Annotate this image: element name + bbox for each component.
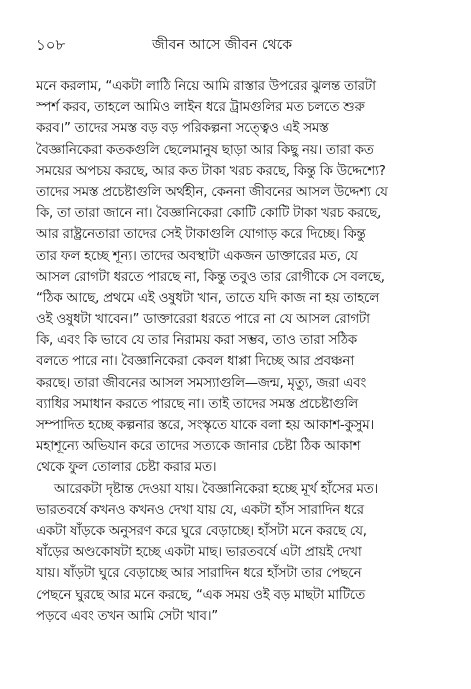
- page-header: [36, 34, 441, 56]
- text-line: ভারতবর্ষে কখনও কখনও দেখা যায় যে, একটা হাঁস সারাদিন ধরে: [36, 502, 364, 518]
- text-line: আর রাষ্ট্রনেতারা তাদের সেই টাকাগুলি যোগাড় করে দিচ্ছে। কিন্তু: [36, 227, 366, 243]
- text-line: স্পর্শ করব, তাহলে আমিও লাইন ধরে ট্রামগুলির মত চলতে শুরু: [36, 100, 365, 116]
- text-line: কি, এবং কি ভাবে যে তার নিরাময় করা সম্ভব, তাও তারা সঠিক: [36, 333, 357, 349]
- text-line: সম্পাদিত হচ্ছে কল্পনার স্তরে, সংস্কৃতে যাকে বলা হয় আকাশ-কুসুম।: [36, 418, 374, 433]
- text-line: ওই ওষুধটা খাবেন।” ডাক্তারেরা ধরতে পারে না যে আসল রোগটা: [36, 312, 370, 328]
- text-line: পড়বে এবং তখন আমি সেটা খাব।”: [36, 608, 218, 624]
- text-line: করছে। তারা জীবনের আসল সমস্যাগুলি—জন্ম, মৃত্যু, জরা এবং: [36, 375, 367, 391]
- text-line: পেছনে ঘুরছে আর মনে করছে, “এক সময় ওই বড় মাছটা মাটিতে: [36, 587, 365, 603]
- text-line: সময়ের অপচয় করছে, আর কত টাকা খরচ করছে, কিন্তু কি উদ্দেশ্যে?: [36, 163, 386, 179]
- text-line: করব।” তাদের সমস্ত বড় বড় পরিকল্পনা সত্ত্বেও এই সমস্ত: [36, 121, 329, 137]
- text-line: মহাশূন্যে অভিযান করে তাদের সত্যকে জানার চেষ্টা ঠিক আকাশ: [36, 439, 361, 455]
- text-line: ব্যাধির সমাধান করতে পারছে না। তাই তাদের সমস্ত প্রচেষ্টাগুলি: [36, 396, 358, 412]
- text-line: তার ফল হচ্ছে শূন্য। তাদের অবস্থাটা একজন ডাক্তারের মত, যে: [36, 248, 358, 264]
- text-line: কি, তা তারা জানে না। বৈজ্ঞানিকেরা কোটি কোটি টাকা খরচ করছে,: [36, 206, 382, 222]
- paragraph-start-line: আরেকটা দৃষ্টান্ত দেওয়া যায়। বৈজ্ঞানিকেরা হচ্ছে মূর্খ হাঁসের মত।: [54, 481, 379, 497]
- text-line: বৈজ্ঞানিকেরা কতকগুলি ছেলেমানুষ ছাড়া আর কিছু নয়। তারা কত: [36, 142, 374, 158]
- text-line: ষাঁড়ের অণ্ডকোষটা হচ্ছে একটা মাছ। ভারতবর্ষে এটা প্রায়ই দেখা: [36, 545, 362, 561]
- running-title: জীবন আসে জীবন থেকে: [152, 37, 293, 53]
- text-line: বলতে পারে না। বৈজ্ঞানিকেরা কেবল ধাপ্পা দিচ্ছে আর প্রবঞ্চনা: [36, 354, 354, 370]
- text-line: একটা ষাঁড়কে অনুসরণ করে ঘুরে বেড়াচ্ছে। হাঁসটা মনে করছে যে,: [36, 523, 367, 539]
- body-text: [36, 76, 441, 627]
- text-line: “ঠিক আছে, প্রথমে এই ওষুধটা খান, তাতে যদি কাজ না হয় তাহলে: [36, 290, 380, 306]
- text-line: মনে করলাম, “একটা লাঠি নিয়ে আমি রাস্তার উপরের ঝুলন্ত তারটা: [36, 79, 376, 94]
- text-line: যায়। ষাঁড়টা ঘুরে বেড়াচ্ছে আর সারাদিন ধরে হাঁসটা তার পেছনে: [36, 566, 362, 582]
- text-line: আসল রোগটা ধরতে পারছে না, কিন্তু তবুও তার রোগীকে সে বলছে,: [36, 269, 385, 285]
- text-line: তাদের সমস্ত প্রচেষ্টাগুলি অর্থহীন, কেননা জীবনের আসল উদ্দেশ্য যে: [36, 184, 388, 200]
- text-line: থেকে ফুল তোলার চেষ্টা করার মত।: [36, 460, 217, 476]
- page-number: ১০৮: [36, 36, 66, 54]
